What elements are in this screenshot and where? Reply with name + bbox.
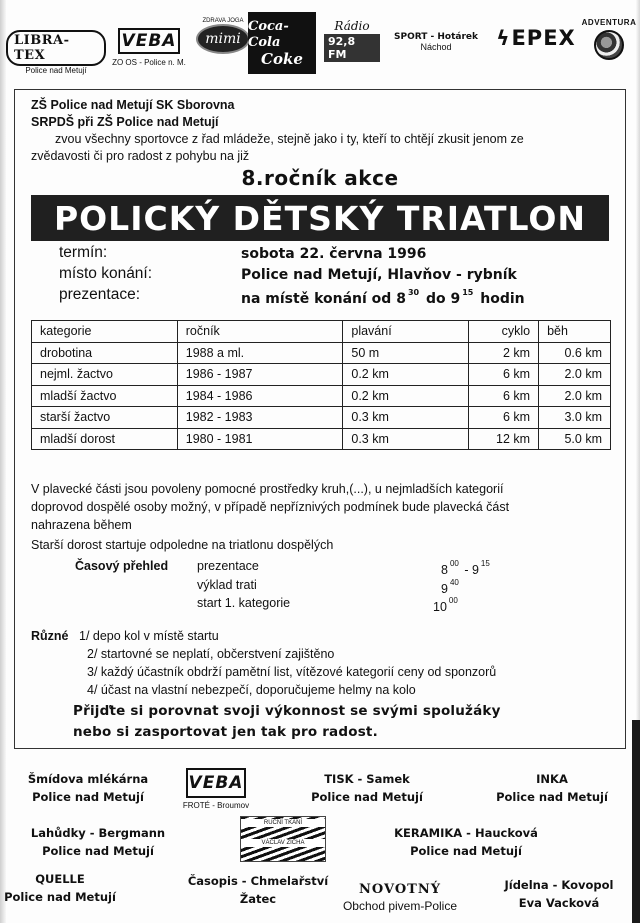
sponsor-quelle xyxy=(4,870,116,906)
sponsor-name: Šmídova mlékárna xyxy=(27,772,149,786)
sponsor-name: INKA xyxy=(536,772,568,786)
misc-item: 3/ každý účastník obdrží pamětní list, vítězové kategorií ceny od sponzorů xyxy=(87,665,497,679)
table-cell: 12 km xyxy=(469,428,539,450)
radio-frequency: 92,8 FM xyxy=(324,34,380,62)
veba-logo: VEBA xyxy=(186,768,246,798)
cocacola-script: Coca-Cola xyxy=(248,19,289,50)
table-cell: 0.2 km xyxy=(343,364,469,386)
globe-icon xyxy=(594,30,624,60)
table-cell: 2.0 km xyxy=(539,364,611,386)
swim-note-line-1: V plavecké části jsou povoleny pomocné prostředky kruh,(...), u nejmladších kategorií xyxy=(31,482,504,496)
coke-script: Coke xyxy=(261,50,303,68)
table-header-row xyxy=(32,321,611,343)
misc-item: 2/ startovné se neplatí, občerstvení zajištěno xyxy=(87,647,335,661)
sponsor-adventura xyxy=(582,18,636,60)
schedule-item-label: start 1. kategorie xyxy=(197,596,291,610)
rucni-name: VÁCLAV ŽÍCHA xyxy=(241,839,325,847)
veba-logo: VEBA xyxy=(118,28,180,54)
radio-logo: Rádio xyxy=(334,19,370,33)
sponsor-sport-hotarek xyxy=(386,32,486,52)
invite-line-2: zvědavosti či pro radost z pohybu na již xyxy=(31,149,250,163)
table-cell: nejml. žactvo xyxy=(32,364,178,386)
sponsor-name: KERAMIKA - Haucková xyxy=(394,826,538,840)
sponsor-mimi xyxy=(192,18,254,54)
sponsor-cocacola xyxy=(248,12,316,74)
table-cell: starší žactvo xyxy=(32,407,178,429)
schedule-item-label: prezentace xyxy=(197,559,259,573)
table-row xyxy=(32,342,611,364)
place-label: místo konání: xyxy=(59,265,153,282)
table-cell: 6 km xyxy=(469,364,539,386)
mimi-logo: mimi xyxy=(196,24,250,54)
sponsor-casopis xyxy=(176,872,340,908)
edition-heading: 8.ročník akce xyxy=(241,166,399,190)
sponsor-town: Police nad Metují xyxy=(32,790,144,804)
table-cell: 1988 a ml. xyxy=(177,342,343,364)
veba-sub: FROTÉ - Broumov xyxy=(182,801,250,810)
table-cell: 6 km xyxy=(469,407,539,429)
schedule-heading: Časový přehled xyxy=(75,559,169,573)
table-cell: 0.2 km xyxy=(343,385,469,407)
event-title: POLICKÝ DĚTSKÝ TRIATLON xyxy=(31,195,609,241)
column-header: plavání xyxy=(343,321,469,343)
sponsor-name: QUELLE xyxy=(35,872,85,886)
closing-line-1: Přijďte si porovnat svoji výkonnost se svými spolužáky xyxy=(73,703,501,719)
schedule-item-time: 8 $^{00}$ - 9 $^{15}$ xyxy=(441,559,490,577)
sponsor-inka xyxy=(474,770,630,806)
table-row xyxy=(32,428,611,450)
scan-edge-left xyxy=(0,0,6,923)
adventura-text: ADVENTURA xyxy=(581,18,637,27)
table-cell: mladší dorost xyxy=(32,428,178,450)
table-cell: 2.0 km xyxy=(539,385,611,407)
table-cell: 2 km xyxy=(469,342,539,364)
sponsor-contact: Eva Vacková xyxy=(518,896,600,910)
term-value: sobota 22. června 1996 xyxy=(241,246,427,262)
organizer-line-1: ZŠ Police nad Metují SK Sborovna xyxy=(31,98,235,112)
libratex-logo: LIBRA-TEX xyxy=(6,30,106,66)
table-cell: 3.0 km xyxy=(539,407,611,429)
sponsor-libratex xyxy=(6,30,106,75)
table-cell: 50 m xyxy=(343,342,469,364)
mimi-arc-text: ZDRAVA JOGA xyxy=(202,18,244,24)
sponsor-veba-top xyxy=(110,28,188,67)
table-cell: mladší žactvo xyxy=(32,385,178,407)
table-cell: 1980 - 1981 xyxy=(177,428,343,450)
sponsor-name: TISK - Samek xyxy=(324,772,410,786)
invite-line-1: zvou všechny sportovce z řad mládeže, stejně jako i ty, kteří to chtějí zkusit jenom ze xyxy=(55,132,524,146)
registration-label: prezentace: xyxy=(59,286,140,303)
column-header: běh xyxy=(539,321,611,343)
table-cell: 6 km xyxy=(469,385,539,407)
table-row xyxy=(32,385,611,407)
sponsor-tisk xyxy=(282,770,452,806)
closing-line-2: nebo si zasportovat jen tak pro radost. xyxy=(73,724,378,740)
sponsor-epex xyxy=(494,26,578,50)
sponsor-smidova xyxy=(8,770,168,806)
sport-logo: SPORT - Hotárek xyxy=(393,32,478,42)
swim-note-line-3: nahrazena během xyxy=(31,518,132,532)
sponsor-radio xyxy=(324,20,380,62)
organizer-line-2: SRPDŠ při ZŠ Police nad Metují xyxy=(31,115,219,129)
column-header: ročník xyxy=(177,321,343,343)
older-youth-note: Starší dorost startuje odpoledne na triatlonu dospělých xyxy=(31,538,334,552)
table-cell: 1984 - 1986 xyxy=(177,385,343,407)
misc-heading: Různé xyxy=(31,629,69,643)
veba-sub: ZO OS - Police n. M. xyxy=(112,58,186,67)
scan-shadow xyxy=(632,720,640,923)
registration-value: na místě konání od 8 $^{30}$ do 9 $^{15}$ hodin xyxy=(241,288,525,307)
rucni-title: RUČNÍ TKANÍ xyxy=(241,819,325,827)
sponsor-veba-bottom xyxy=(172,768,260,810)
sport-sub: Náchod xyxy=(420,42,452,52)
sponsor-town: Police nad Metují xyxy=(410,844,522,858)
table-cell: 5.0 km xyxy=(539,428,611,450)
table-cell: 0.6 km xyxy=(539,342,611,364)
sponsor-town: Police nad Metují xyxy=(4,890,116,904)
novotny-sub: Obchod pivem-Police xyxy=(342,899,458,913)
table-row xyxy=(32,364,611,386)
table-cell: 1982 - 1983 xyxy=(177,407,343,429)
schedule-item-time: 10 $^{00}$ xyxy=(433,596,458,614)
table-cell: drobotina xyxy=(32,342,178,364)
sponsor-name: Lahůdky - Bergmann xyxy=(30,826,166,840)
place-value: Police nad Metují, Hlavňov - rybník xyxy=(241,267,517,283)
lightning-icon: ϟ xyxy=(496,26,510,50)
sponsor-town: Police nad Metují xyxy=(42,844,154,858)
novotny-logo: NOVOTNÝ xyxy=(359,882,441,897)
sponsor-town: Police nad Metují xyxy=(496,790,608,804)
main-announcement-frame xyxy=(14,89,626,749)
sponsor-town: Žatec xyxy=(239,892,277,906)
schedule-item-label: výklad trati xyxy=(197,578,257,592)
sponsor-keramika xyxy=(376,824,556,860)
sponsor-jidelna xyxy=(490,876,628,912)
top-sponsor-strip xyxy=(6,12,636,84)
column-header: kategorie xyxy=(32,321,178,343)
swim-note-line-2: doprovod dospělé osoby možný, v případě nepříznivých podmínek bude plavecká část xyxy=(31,500,510,514)
sponsor-name: Jídelna - Kovopol xyxy=(504,878,614,892)
table-cell: 0.3 km xyxy=(343,407,469,429)
libratex-sub: Police nad Metují xyxy=(25,66,87,75)
sponsor-name: Časopis - Chmelařství xyxy=(187,874,329,888)
misc-item: 4/ účast na vlastní nebezpečí, doporučujeme helmy na kolo xyxy=(87,683,416,697)
sponsor-rucni-tkani xyxy=(240,816,326,862)
table-cell: 0.3 km xyxy=(343,428,469,450)
table-row xyxy=(32,407,611,429)
sponsor-novotny xyxy=(330,882,470,913)
column-header: cyklo xyxy=(469,321,539,343)
table-cell: 1986 - 1987 xyxy=(177,364,343,386)
category-table xyxy=(31,320,611,450)
term-label: termín: xyxy=(59,244,108,261)
epex-logo: EPEX xyxy=(511,26,576,50)
misc-item: 1/ depo kol v místě startu xyxy=(79,629,219,643)
sponsor-lahudky xyxy=(18,824,178,860)
schedule-item-time: 9 $^{40}$ xyxy=(441,578,459,596)
sponsor-town: Police nad Metují xyxy=(311,790,423,804)
